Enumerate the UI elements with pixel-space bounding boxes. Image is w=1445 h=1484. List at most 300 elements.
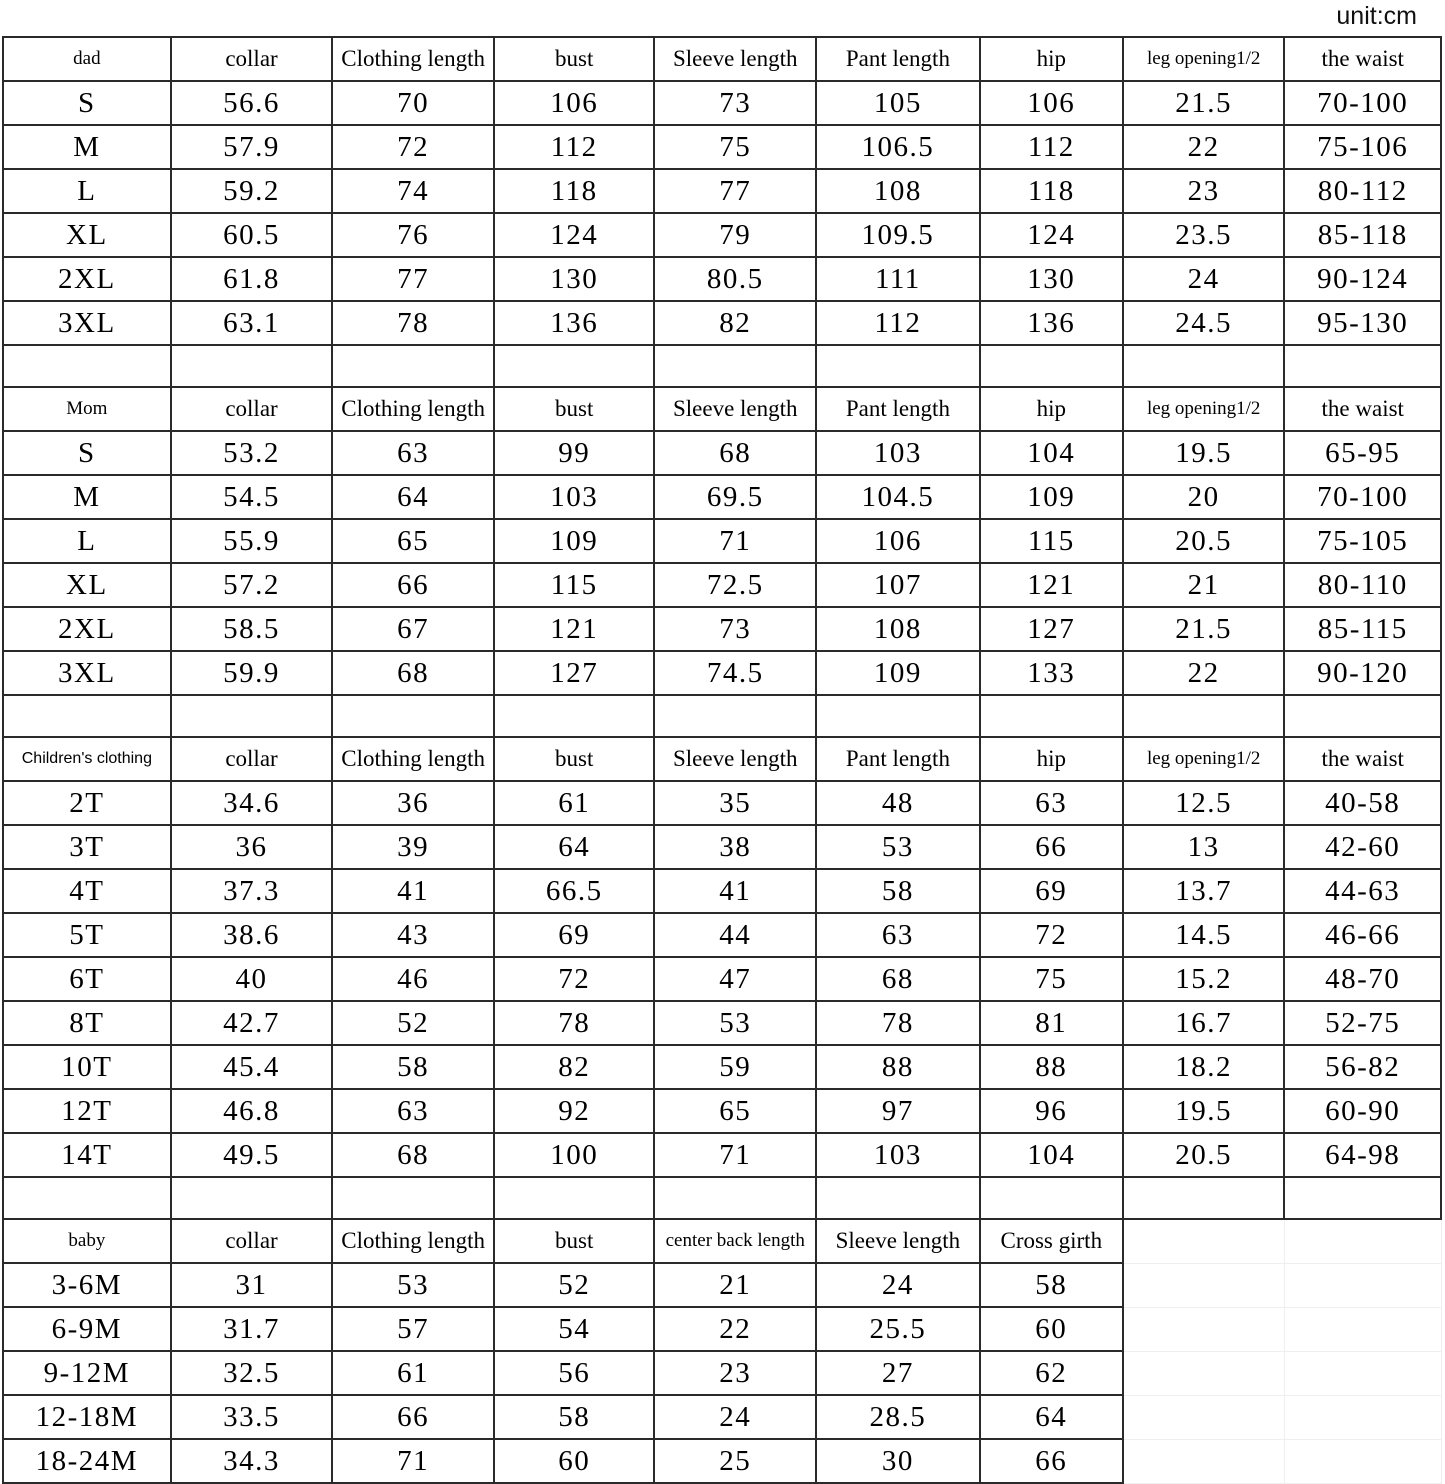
value-cell: 60 (494, 1439, 655, 1483)
value-cell: 65 (654, 1089, 816, 1133)
value-cell: 115 (980, 519, 1123, 563)
value-cell: 79 (654, 213, 816, 257)
value-cell: 57 (332, 1307, 494, 1351)
spacer-cell (494, 345, 655, 387)
value-cell: 19.5 (1123, 431, 1285, 475)
col-pant-length: Pant length (816, 37, 980, 81)
size-cell: 5T (3, 913, 171, 957)
col-clothing-length: Clothing length (332, 737, 494, 781)
value-cell: 20.5 (1123, 519, 1285, 563)
value-cell: 53.2 (171, 431, 333, 475)
value-cell: 25 (654, 1439, 816, 1483)
value-cell: 74.5 (654, 651, 816, 695)
table-row (3, 169, 1441, 213)
size-cell: 12-18M (3, 1395, 171, 1439)
value-cell: 68 (332, 651, 494, 695)
empty-cell (1284, 1439, 1441, 1483)
value-cell: 92 (494, 1089, 655, 1133)
value-cell: 130 (494, 257, 655, 301)
value-cell: 61 (494, 781, 655, 825)
table-row (3, 1089, 1441, 1133)
col-the-waist: the waist (1284, 37, 1441, 81)
value-cell: 44-63 (1284, 869, 1441, 913)
spacer-cell (1284, 695, 1441, 737)
value-cell: 104.5 (816, 475, 980, 519)
value-cell: 106 (980, 81, 1123, 125)
value-cell: 82 (654, 301, 816, 345)
value-cell: 55.9 (171, 519, 333, 563)
value-cell: 21.5 (1123, 81, 1285, 125)
empty-cell (1284, 1263, 1441, 1307)
value-cell: 112 (494, 125, 655, 169)
table-row (3, 1263, 1441, 1307)
spacer-cell (1123, 345, 1285, 387)
table-row (3, 475, 1441, 519)
spacer-cell (494, 1177, 655, 1219)
value-cell: 64-98 (1284, 1133, 1441, 1177)
value-cell: 48-70 (1284, 957, 1441, 1001)
value-cell: 31.7 (171, 1307, 333, 1351)
spacer-cell (3, 695, 171, 737)
value-cell: 111 (816, 257, 980, 301)
value-cell: 106 (816, 519, 980, 563)
spacer-cell (494, 695, 655, 737)
size-cell: 2XL (3, 257, 171, 301)
value-cell: 80-112 (1284, 169, 1441, 213)
value-cell: 71 (332, 1439, 494, 1483)
table-row (3, 607, 1441, 651)
value-cell: 52 (332, 1001, 494, 1045)
size-cell: 3-6M (3, 1263, 171, 1307)
value-cell: 62 (980, 1351, 1123, 1395)
value-cell: 38 (654, 825, 816, 869)
empty-cell (1284, 1177, 1441, 1219)
value-cell: 60.5 (171, 213, 333, 257)
value-cell: 75 (980, 957, 1123, 1001)
value-cell: 58 (980, 1263, 1123, 1307)
col-center-back-length: center back length (654, 1219, 816, 1263)
table-row (3, 869, 1441, 913)
table-row (3, 125, 1441, 169)
value-cell: 21.5 (1123, 607, 1285, 651)
value-cell: 115 (494, 563, 655, 607)
value-cell: 104 (980, 431, 1123, 475)
size-cell: 4T (3, 869, 171, 913)
table-row (3, 957, 1441, 1001)
value-cell: 66 (332, 1395, 494, 1439)
value-cell: 100 (494, 1133, 655, 1177)
value-cell: 35 (654, 781, 816, 825)
table-row (3, 81, 1441, 125)
value-cell: 36 (171, 825, 333, 869)
value-cell: 95-130 (1284, 301, 1441, 345)
value-cell: 88 (816, 1045, 980, 1089)
col-the-waist: the waist (1284, 737, 1441, 781)
value-cell: 22 (1123, 651, 1285, 695)
value-cell: 78 (332, 301, 494, 345)
value-cell: 64 (980, 1395, 1123, 1439)
value-cell: 34.3 (171, 1439, 333, 1483)
value-cell: 97 (816, 1089, 980, 1133)
col-pant-length: Pant length (816, 387, 980, 431)
empty-cell (1284, 1395, 1441, 1439)
value-cell: 106 (494, 81, 655, 125)
value-cell: 90-120 (1284, 651, 1441, 695)
value-cell: 34.6 (171, 781, 333, 825)
table-row (3, 1133, 1441, 1177)
empty-cell (1284, 1219, 1441, 1263)
size-cell: 6-9M (3, 1307, 171, 1351)
spacer-cell (816, 1177, 980, 1219)
group-label-mom: Mom (3, 387, 171, 431)
value-cell: 46.8 (171, 1089, 333, 1133)
group-label-children: Children's clothing (3, 737, 171, 781)
value-cell: 53 (654, 1001, 816, 1045)
spacer-cell (171, 345, 333, 387)
value-cell: 104 (980, 1133, 1123, 1177)
value-cell: 72 (494, 957, 655, 1001)
value-cell: 12.5 (1123, 781, 1285, 825)
spacer-cell (816, 695, 980, 737)
value-cell: 45.4 (171, 1045, 333, 1089)
col-leg-opening: leg opening1/2 (1123, 737, 1285, 781)
value-cell: 57.2 (171, 563, 333, 607)
value-cell: 43 (332, 913, 494, 957)
value-cell: 85-115 (1284, 607, 1441, 651)
value-cell: 63 (332, 431, 494, 475)
empty-cell (1123, 1351, 1285, 1395)
value-cell: 46-66 (1284, 913, 1441, 957)
size-cell: 9-12M (3, 1351, 171, 1395)
value-cell: 72.5 (654, 563, 816, 607)
value-cell: 109.5 (816, 213, 980, 257)
table-row (3, 781, 1441, 825)
size-cell: 8T (3, 1001, 171, 1045)
value-cell: 80.5 (654, 257, 816, 301)
spacer-cell (654, 1177, 816, 1219)
size-cell: 3T (3, 825, 171, 869)
block-separator (3, 345, 1441, 387)
value-cell: 90-124 (1284, 257, 1441, 301)
value-cell: 22 (654, 1307, 816, 1351)
empty-cell (1123, 1219, 1285, 1263)
value-cell: 66 (980, 825, 1123, 869)
group-label-baby: baby (3, 1219, 171, 1263)
col-sleeve-length: Sleeve length (816, 1219, 980, 1263)
value-cell: 96 (980, 1089, 1123, 1133)
value-cell: 103 (816, 1133, 980, 1177)
value-cell: 14.5 (1123, 913, 1285, 957)
value-cell: 31 (171, 1263, 333, 1307)
size-cell: M (3, 125, 171, 169)
size-cell: XL (3, 213, 171, 257)
value-cell: 103 (494, 475, 655, 519)
value-cell: 57.9 (171, 125, 333, 169)
value-cell: 130 (980, 257, 1123, 301)
value-cell: 75 (654, 125, 816, 169)
value-cell: 85-118 (1284, 213, 1441, 257)
value-cell: 80-110 (1284, 563, 1441, 607)
value-cell: 64 (332, 475, 494, 519)
value-cell: 70-100 (1284, 475, 1441, 519)
value-cell: 118 (980, 169, 1123, 213)
value-cell: 61.8 (171, 257, 333, 301)
value-cell: 64 (494, 825, 655, 869)
value-cell: 58 (494, 1395, 655, 1439)
value-cell: 108 (816, 169, 980, 213)
col-bust: bust (494, 1219, 655, 1263)
value-cell: 112 (816, 301, 980, 345)
value-cell: 105 (816, 81, 980, 125)
col-bust: bust (494, 387, 655, 431)
value-cell: 59 (654, 1045, 816, 1089)
header-row-children (3, 737, 1441, 781)
value-cell: 65 (332, 519, 494, 563)
table-row (3, 431, 1441, 475)
spacer-cell (816, 345, 980, 387)
table-row (3, 213, 1441, 257)
col-clothing-length: Clothing length (332, 387, 494, 431)
empty-cell (1123, 1263, 1285, 1307)
value-cell: 63.1 (171, 301, 333, 345)
size-cell: L (3, 169, 171, 213)
value-cell: 23 (654, 1351, 816, 1395)
table-row (3, 1045, 1441, 1089)
col-collar: collar (171, 1219, 333, 1263)
col-bust: bust (494, 737, 655, 781)
value-cell: 65-95 (1284, 431, 1441, 475)
empty-cell (1123, 1439, 1285, 1483)
value-cell: 25.5 (816, 1307, 980, 1351)
value-cell: 15.2 (1123, 957, 1285, 1001)
value-cell: 47 (654, 957, 816, 1001)
value-cell: 71 (654, 1133, 816, 1177)
value-cell: 24 (816, 1263, 980, 1307)
value-cell: 77 (654, 169, 816, 213)
value-cell: 33.5 (171, 1395, 333, 1439)
value-cell: 127 (494, 651, 655, 695)
col-clothing-length: Clothing length (332, 37, 494, 81)
table-row (3, 1307, 1441, 1351)
empty-cell (1284, 1307, 1441, 1351)
size-cell: 3XL (3, 301, 171, 345)
value-cell: 20 (1123, 475, 1285, 519)
size-cell: M (3, 475, 171, 519)
value-cell: 69.5 (654, 475, 816, 519)
value-cell: 52 (494, 1263, 655, 1307)
value-cell: 136 (494, 301, 655, 345)
value-cell: 75-106 (1284, 125, 1441, 169)
value-cell: 88 (980, 1045, 1123, 1089)
value-cell: 69 (980, 869, 1123, 913)
value-cell: 30 (816, 1439, 980, 1483)
col-collar: collar (171, 387, 333, 431)
spacer-cell (980, 695, 1123, 737)
spacer-cell (332, 1177, 494, 1219)
value-cell: 63 (816, 913, 980, 957)
size-cell: 14T (3, 1133, 171, 1177)
value-cell: 27 (816, 1351, 980, 1395)
value-cell: 77 (332, 257, 494, 301)
value-cell: 107 (816, 563, 980, 607)
value-cell: 124 (494, 213, 655, 257)
value-cell: 109 (494, 519, 655, 563)
value-cell: 121 (980, 563, 1123, 607)
group-label-dad: dad (3, 37, 171, 81)
table-row (3, 563, 1441, 607)
empty-cell (1284, 1351, 1441, 1395)
value-cell: 66 (332, 563, 494, 607)
value-cell: 23.5 (1123, 213, 1285, 257)
col-cross-girth: Cross girth (980, 1219, 1123, 1263)
value-cell: 109 (816, 651, 980, 695)
size-cell: 2XL (3, 607, 171, 651)
value-cell: 60-90 (1284, 1089, 1441, 1133)
value-cell: 73 (654, 81, 816, 125)
value-cell: 52-75 (1284, 1001, 1441, 1045)
spacer-cell (171, 695, 333, 737)
unit-label: unit:cm (1336, 2, 1417, 30)
size-cell: S (3, 431, 171, 475)
value-cell: 23 (1123, 169, 1285, 213)
empty-cell (1123, 1307, 1285, 1351)
size-cell: 12T (3, 1089, 171, 1133)
value-cell: 67 (332, 607, 494, 651)
value-cell: 21 (1123, 563, 1285, 607)
value-cell: 36 (332, 781, 494, 825)
size-cell: 3XL (3, 651, 171, 695)
col-collar: collar (171, 37, 333, 81)
value-cell: 82 (494, 1045, 655, 1089)
value-cell: 53 (332, 1263, 494, 1307)
table-row (3, 1439, 1441, 1483)
spacer-cell (980, 1177, 1123, 1219)
size-cell: XL (3, 563, 171, 607)
value-cell: 70 (332, 81, 494, 125)
value-cell: 40-58 (1284, 781, 1441, 825)
value-cell: 136 (980, 301, 1123, 345)
size-cell: 18-24M (3, 1439, 171, 1483)
value-cell: 58 (816, 869, 980, 913)
empty-cell (1123, 1395, 1285, 1439)
value-cell: 78 (816, 1001, 980, 1045)
value-cell: 56.6 (171, 81, 333, 125)
block-separator (3, 695, 1441, 737)
value-cell: 109 (980, 475, 1123, 519)
spacer-cell (3, 1177, 171, 1219)
table-row (3, 1351, 1441, 1395)
col-clothing-length: Clothing length (332, 1219, 494, 1263)
value-cell: 63 (332, 1089, 494, 1133)
value-cell: 56 (494, 1351, 655, 1395)
size-cell: 2T (3, 781, 171, 825)
value-cell: 68 (654, 431, 816, 475)
table-row (3, 1395, 1441, 1439)
value-cell: 22 (1123, 125, 1285, 169)
value-cell: 49.5 (171, 1133, 333, 1177)
spacer-cell (1123, 695, 1285, 737)
value-cell: 59.2 (171, 169, 333, 213)
value-cell: 46 (332, 957, 494, 1001)
value-cell: 40 (171, 957, 333, 1001)
value-cell: 76 (332, 213, 494, 257)
col-leg-opening: leg opening1/2 (1123, 37, 1285, 81)
value-cell: 71 (654, 519, 816, 563)
col-sleeve-length: Sleeve length (654, 37, 816, 81)
value-cell: 78 (494, 1001, 655, 1045)
value-cell: 21 (654, 1263, 816, 1307)
value-cell: 58 (332, 1045, 494, 1089)
table-row (3, 913, 1441, 957)
col-hip: hip (980, 737, 1123, 781)
value-cell: 13.7 (1123, 869, 1285, 913)
table-row (3, 519, 1441, 563)
size-cell: 6T (3, 957, 171, 1001)
value-cell: 42.7 (171, 1001, 333, 1045)
spacer-cell (171, 1177, 333, 1219)
value-cell: 70-100 (1284, 81, 1441, 125)
value-cell: 72 (332, 125, 494, 169)
value-cell: 53 (816, 825, 980, 869)
table-row (3, 651, 1441, 695)
table-row (3, 257, 1441, 301)
spacer-cell (332, 695, 494, 737)
value-cell: 69 (494, 913, 655, 957)
col-collar: collar (171, 737, 333, 781)
value-cell: 66.5 (494, 869, 655, 913)
value-cell: 41 (332, 869, 494, 913)
value-cell: 13 (1123, 825, 1285, 869)
value-cell: 61 (332, 1351, 494, 1395)
value-cell: 124 (980, 213, 1123, 257)
header-row-mom (3, 387, 1441, 431)
table-row (3, 1001, 1441, 1045)
spacer-cell (654, 345, 816, 387)
value-cell: 99 (494, 431, 655, 475)
col-hip: hip (980, 37, 1123, 81)
value-cell: 108 (816, 607, 980, 651)
value-cell: 41 (654, 869, 816, 913)
value-cell: 72 (980, 913, 1123, 957)
col-sleeve-length: Sleeve length (654, 387, 816, 431)
value-cell: 28.5 (816, 1395, 980, 1439)
value-cell: 118 (494, 169, 655, 213)
value-cell: 103 (816, 431, 980, 475)
value-cell: 75-105 (1284, 519, 1441, 563)
value-cell: 68 (816, 957, 980, 1001)
spacer-cell (3, 345, 171, 387)
value-cell: 44 (654, 913, 816, 957)
value-cell: 18.2 (1123, 1045, 1285, 1089)
col-pant-length: Pant length (816, 737, 980, 781)
value-cell: 48 (816, 781, 980, 825)
value-cell: 74 (332, 169, 494, 213)
value-cell: 112 (980, 125, 1123, 169)
value-cell: 24 (654, 1395, 816, 1439)
value-cell: 54 (494, 1307, 655, 1351)
value-cell: 66 (980, 1439, 1123, 1483)
table-row (3, 301, 1441, 345)
value-cell: 54.5 (171, 475, 333, 519)
value-cell: 20.5 (1123, 1133, 1285, 1177)
value-cell: 56-82 (1284, 1045, 1441, 1089)
size-chart-table (2, 36, 1442, 1484)
value-cell: 127 (980, 607, 1123, 651)
col-hip: hip (980, 387, 1123, 431)
value-cell: 37.3 (171, 869, 333, 913)
spacer-cell (980, 345, 1123, 387)
col-sleeve-length: Sleeve length (654, 737, 816, 781)
